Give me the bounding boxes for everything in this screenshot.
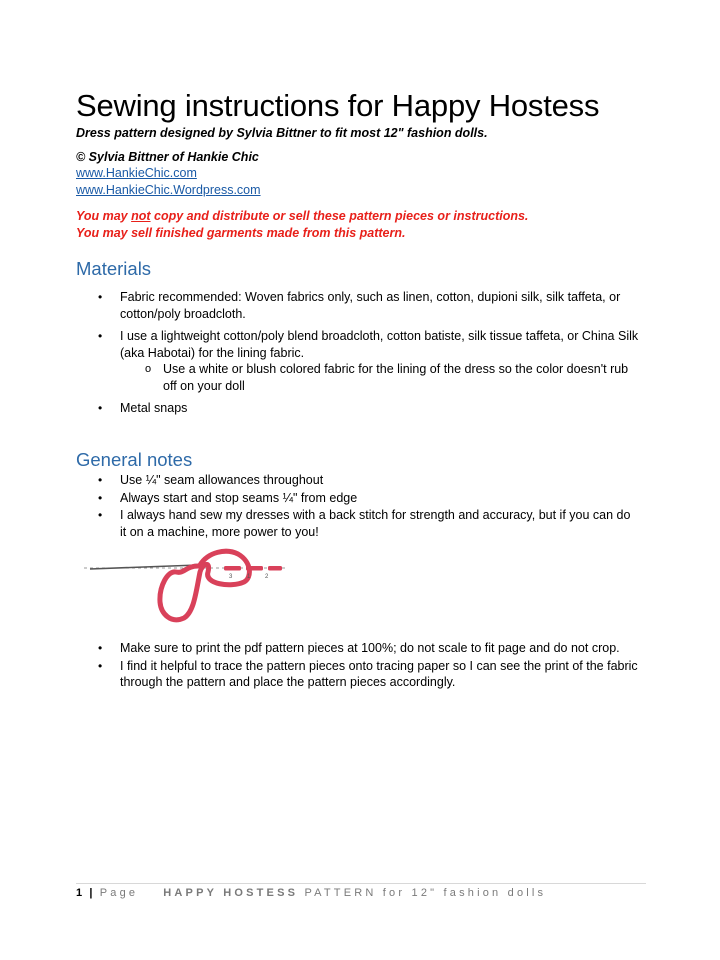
bullet-icon: • [98, 473, 103, 487]
warning-line-2: You may sell finished garments made from this pattern. [76, 226, 406, 240]
subtitle: Dress pattern designed by Sylvia Bittner to fit most 12" fashion dolls. [76, 126, 488, 140]
bullet-icon: • [98, 290, 103, 304]
list-item [0, 658, 640, 691]
bullet-icon: • [98, 401, 103, 415]
warning-text-b: copy and distribute or sell these pattern pieces or instructions. [150, 209, 529, 223]
page-title: Sewing instructions for Happy Hostess [76, 88, 600, 123]
hankiechic-link[interactable]: www.HankieChic.com [76, 166, 197, 180]
notes-list [0, 472, 640, 540]
warning-text-a: You may [76, 209, 132, 223]
circle-bullet-icon: o [145, 363, 152, 375]
stitch-number: 2 [265, 574, 269, 580]
stitch-mark [224, 566, 241, 571]
stitch-number: 3 [229, 574, 233, 580]
bullet-icon: • [98, 508, 103, 522]
footer-separator: | [89, 887, 94, 899]
stitch-number: 1 [247, 574, 251, 580]
materials-heading: Materials [76, 258, 152, 279]
footer-page-word: Page [93, 887, 139, 899]
page-number: 1 [76, 887, 84, 899]
list-item [0, 507, 640, 540]
list-item [0, 400, 640, 417]
list-item-text: I always hand sew my dresses with a back stitch for strength and accuracy, but if you can do it on a machine, more power to you! [120, 508, 631, 539]
list-item [0, 472, 640, 489]
list-item [0, 640, 640, 657]
warning-line-1 [76, 209, 528, 223]
bullet-icon: • [98, 490, 103, 505]
bullet-icon: • [98, 658, 103, 673]
stitch-mark [246, 566, 263, 571]
bullet-icon: • [98, 641, 103, 655]
footer-title-bold: HAPPY HOSTESS [163, 887, 299, 899]
list-item-text: I find it helpful to trace the pattern pieces onto tracing paper so I can see the print of the fabric through the pattern and place the pattern pieces accordingly. [120, 658, 638, 689]
page-footer [76, 887, 546, 899]
footer-divider [76, 883, 646, 884]
stitch-mark [268, 566, 282, 571]
sub-list-item-text: Use a white or blush colored fabric for the lining of the dress so the color doesn't rub off on your doll [163, 362, 629, 393]
thread-icon [160, 551, 249, 620]
list-item-text: Fabric recommended: Woven fabrics only, such as linen, cotton, dupioni silk, silk taffeta, or cotton/poly broadcloth. [120, 290, 621, 321]
sub-list-item [0, 361, 643, 394]
list-item-text: I use a lightweight cotton/poly blend broadcloth, cotton batiste, silk tissue taffeta, or China Silk (aka Habotai) for the lining fabric. [120, 329, 639, 360]
footer-title-rest: PATTERN for 12" fashion dolls [298, 887, 547, 899]
materials-list [0, 289, 643, 417]
copyright-line: © Sylvia Bittner of Hankie Chic [76, 150, 259, 164]
list-item [0, 289, 640, 322]
hankiechic-wordpress-link[interactable]: www.HankieChic.Wordpress.com [76, 183, 261, 197]
list-item [0, 328, 640, 361]
list-item [0, 490, 640, 507]
notes-list-continued [0, 640, 640, 691]
list-item-text: Use ¼" seam allowances throughout [120, 473, 324, 487]
general-notes-heading: General notes [76, 449, 193, 470]
warning-not: not [131, 209, 151, 223]
list-item-text: Always start and stop seams ¼" from edge [120, 490, 358, 505]
bullet-icon: • [98, 329, 103, 343]
list-item-text: Make sure to print the pdf pattern pieces at 100%; do not scale to fit page and do not crop. [120, 641, 620, 655]
back-stitch-illustration [76, 542, 290, 624]
list-item-text: Metal snaps [120, 401, 188, 415]
